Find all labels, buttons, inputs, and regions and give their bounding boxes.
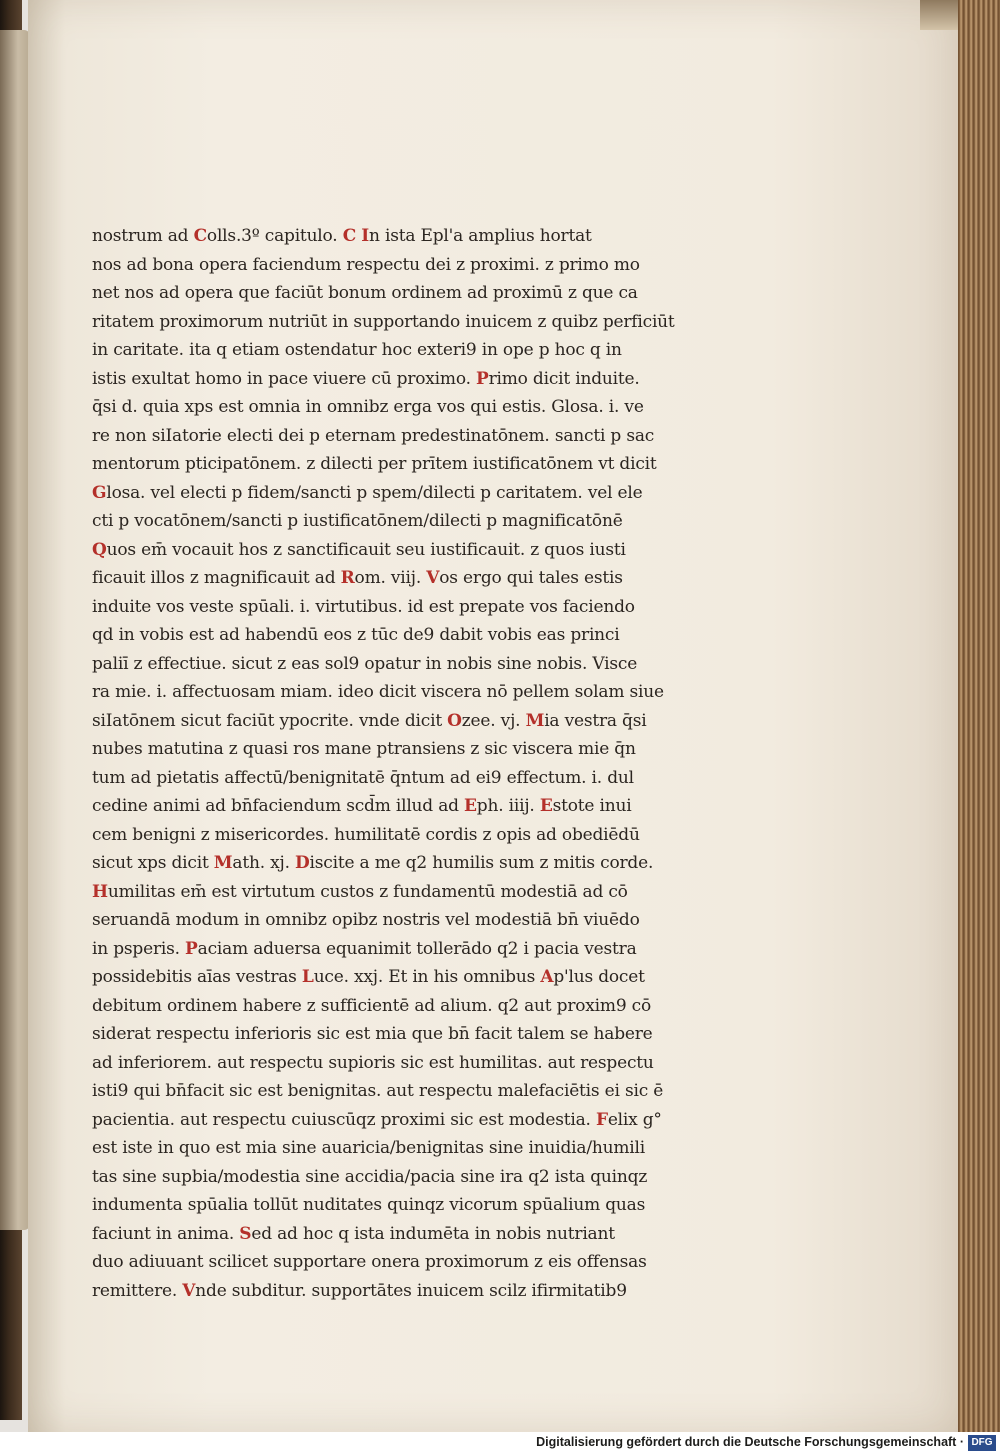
- rubricated-initial: M: [525, 710, 545, 731]
- text-line: [92, 821, 712, 850]
- text-line: [92, 422, 712, 451]
- text-segment: debitum ordinem habere z sufficientē ad alium. q2 aut proxim9 cō: [92, 995, 652, 1016]
- rubricated-initial: E: [539, 796, 553, 816]
- text-line: [92, 1191, 712, 1220]
- rubricated-initial: C: [342, 226, 357, 246]
- text-line: [92, 1020, 712, 1049]
- text-segment: qd in vobis est ad habendū eos z tūc de9 dabit vobis eas princi: [92, 625, 620, 645]
- text-line: [92, 1049, 712, 1078]
- text-segment: uce. xxj. Et in his omnibus: [313, 967, 541, 987]
- text-line: [92, 479, 712, 508]
- text-segment: remittere.: [92, 1280, 183, 1301]
- text-segment: ed ad hoc q ista indumēta in nobis nutriant: [251, 1223, 615, 1244]
- text-segment: siIatōnem sicut faciūt ypocrite. vnde dicit: [92, 710, 448, 731]
- text-line: [92, 279, 712, 308]
- text-line: [92, 849, 712, 878]
- text-segment: paliī z effectiue. sicut z eas sol9 opatur in nobis sine nobis. Visce: [92, 653, 638, 674]
- rubricated-initial: L: [301, 967, 314, 987]
- rubricated-initial: H: [92, 881, 108, 902]
- text-segment: nde subditur. supportātes inuicem scilz ifirmitatib9: [195, 1280, 627, 1301]
- rubricated-initial: P: [185, 938, 198, 959]
- text-block: [92, 222, 712, 1305]
- text-segment: uos em̄ vocauit hos z sanctificauit seu iustificauit. z quos iusti: [106, 539, 626, 560]
- text-line: [92, 707, 712, 736]
- text-line: [92, 1248, 712, 1277]
- text-segment: istis exultat homo in pace viuere cū proximo.: [92, 368, 476, 389]
- text-segment: tas sine supbia/modestia sine accidia/pacia sine ira q2 ista quinqz: [92, 1166, 648, 1187]
- text-line: [92, 536, 712, 565]
- text-segment: ath. xj.: [232, 853, 295, 873]
- text-line: [92, 593, 712, 622]
- text-line: [92, 1220, 712, 1249]
- text-line: [92, 935, 712, 964]
- text-line: [92, 678, 712, 707]
- text-line: [92, 878, 712, 907]
- rubricated-initial: I: [361, 226, 370, 246]
- text-segment: aciam aduersa equanimit tollerādo q2 i pacia vestra: [197, 938, 637, 959]
- text-segment: q̄si d. quia xps est omnia in omnibz erga vos qui estis. Glosa. i. ve: [92, 397, 644, 417]
- text-line: [92, 308, 712, 337]
- text-segment: p'lus docet: [553, 967, 645, 987]
- text-segment: losa. vel electi p fidem/sancti p spem/dilecti p caritatem. vel ele: [106, 482, 643, 503]
- rubricated-initial: P: [475, 368, 489, 389]
- text-segment: os ergo qui tales estis: [439, 568, 623, 588]
- facing-page-edge: [0, 30, 30, 1230]
- text-line: [92, 621, 712, 650]
- text-line: [92, 792, 712, 821]
- text-segment: faciunt in anima.: [92, 1223, 240, 1244]
- text-line: [92, 1134, 712, 1163]
- text-segment: zee. vj.: [461, 710, 526, 731]
- text-line: [92, 906, 712, 935]
- text-line: [92, 1163, 712, 1192]
- text-line: [92, 1077, 712, 1106]
- text-line: [92, 393, 712, 422]
- text-line: [92, 992, 712, 1021]
- text-segment: olls.3º capitulo.: [206, 226, 343, 246]
- text-segment: elix g°: [607, 1109, 662, 1130]
- text-segment: seruandā modum in omnibz opibz nostris vel modestiā bn̄ viuēdo: [92, 910, 640, 930]
- text-segment: in psperis.: [92, 938, 186, 959]
- rubricated-initial: S: [239, 1223, 252, 1244]
- rubricated-initial: Q: [92, 539, 107, 560]
- page-edges-right: [958, 0, 1000, 1432]
- text-segment: umilitas em̄ est virtutum custos z fundamentū modestiā ad cō: [107, 881, 628, 902]
- text-segment: ph. iiij.: [476, 796, 540, 816]
- text-line: [92, 507, 712, 536]
- text-segment: ritatem proximorum nutriūt in supportando inuicem z quibz perficiūt: [92, 311, 675, 332]
- text-segment: cedine animi ad bn̄faciendum scd̄m illud ad: [92, 796, 465, 816]
- text-segment: sicut xps dicit: [92, 853, 214, 873]
- text-segment: induite vos veste spūali. i. virtutibus. id est prepate vos faciendo: [92, 596, 635, 617]
- text-segment: tum ad pietatis affectū/benignitatē q̄ntum ad ei9 effectum. i. dul: [92, 767, 634, 788]
- text-segment: stote inui: [552, 796, 632, 816]
- text-segment: mentorum pticipatōnem. z dilecti per prītem iustificatōnem vt dicit: [92, 454, 657, 474]
- rubricated-initial: C: [193, 226, 207, 246]
- rubricated-initial: V: [426, 568, 440, 588]
- text-line: [92, 450, 712, 479]
- text-line: [92, 735, 712, 764]
- text-segment: n ista Epl'a amplius hortat: [369, 226, 592, 246]
- rubricated-initial: G: [92, 482, 107, 503]
- text-segment: cti p vocatōnem/sancti p iustificatōnem/dilecti p magnificatōnē: [92, 511, 623, 531]
- rubricated-initial: E: [464, 796, 477, 816]
- text-line: [92, 1106, 712, 1135]
- text-segment: cem benigni z misericordes. humilitatē cordis z opis ad obediēdū: [92, 824, 640, 845]
- text-line: [92, 1277, 712, 1306]
- text-line: [92, 336, 712, 365]
- text-segment: est iste in quo est mia sine auaricia/benignitas sine inuidia/humili: [92, 1138, 645, 1158]
- rubricated-initial: O: [447, 710, 462, 731]
- text-segment: nostrum ad: [92, 226, 194, 246]
- text-segment: duo adiuuant scilicet supportare onera proximorum z eis offensas: [92, 1252, 647, 1272]
- rubricated-initial: V: [182, 1280, 196, 1301]
- text-segment: iscite a me q2 humilis sum z mitis corde.: [309, 853, 654, 873]
- text-line: [92, 251, 712, 280]
- text-segment: nubes matutina z quasi ros mane ptransiens z sic viscera mie q̄n: [92, 739, 636, 759]
- rubricated-initial: D: [295, 853, 310, 873]
- text-line: [92, 963, 712, 992]
- rubricated-initial: R: [340, 568, 355, 588]
- text-line: [92, 564, 712, 593]
- rubricated-initial: F: [595, 1109, 608, 1130]
- text-segment: ia vestra q̄si: [544, 710, 647, 731]
- text-line: [92, 650, 712, 679]
- text-segment: possidebitis aīas vestras: [92, 967, 302, 987]
- text-line: [92, 365, 712, 394]
- text-segment: re non siIatorie electi dei p eternam predestinatōnem. sancti p sac: [92, 425, 655, 446]
- footer-credit: Digitalisierung gefördert durch die Deutsche Forschungsgemeinschaft ·: [536, 1435, 964, 1449]
- text-segment: in caritate. ita q etiam ostendatur hoc exteri9 in ope p hoc q in: [92, 340, 622, 360]
- text-segment: ficauit illos z magnificauit ad: [92, 568, 341, 588]
- text-segment: ad inferiorem. aut respectu supioris sic est humilitas. aut respectu: [92, 1052, 654, 1073]
- text-line: [92, 764, 712, 793]
- rubricated-initial: A: [540, 967, 554, 987]
- text-segment: rimo dicit induite.: [488, 368, 640, 389]
- text-segment: isti9 qui bn̄facit sic est benignitas. aut respectu malefaciētis ei sic ē: [92, 1081, 664, 1101]
- text-segment: net nos ad opera que faciūt bonum ordinem ad proximū z que ca: [92, 283, 638, 303]
- rubricated-initial: M: [213, 853, 233, 873]
- text-segment: om. viij.: [354, 568, 427, 588]
- dfg-logo: DFG: [968, 1435, 996, 1451]
- text-segment: nos ad bona opera faciendum respectu dei z proximi. z primo mo: [92, 254, 640, 275]
- text-segment: siderat respectu inferioris sic est mia que bn̄ facit talem se habere: [92, 1024, 653, 1044]
- text-segment: ra mie. i. affectuosam miam. ideo dicit viscera nō pellem solam siue: [92, 682, 664, 702]
- text-line: [92, 222, 712, 251]
- text-segment: indumenta spūalia tollūt nuditates quinqz vicorum spūalium quas: [92, 1195, 646, 1215]
- footer-bar: [0, 1432, 1000, 1454]
- text-segment: pacientia. aut respectu cuiuscūqz proximi sic est modestia.: [92, 1109, 596, 1130]
